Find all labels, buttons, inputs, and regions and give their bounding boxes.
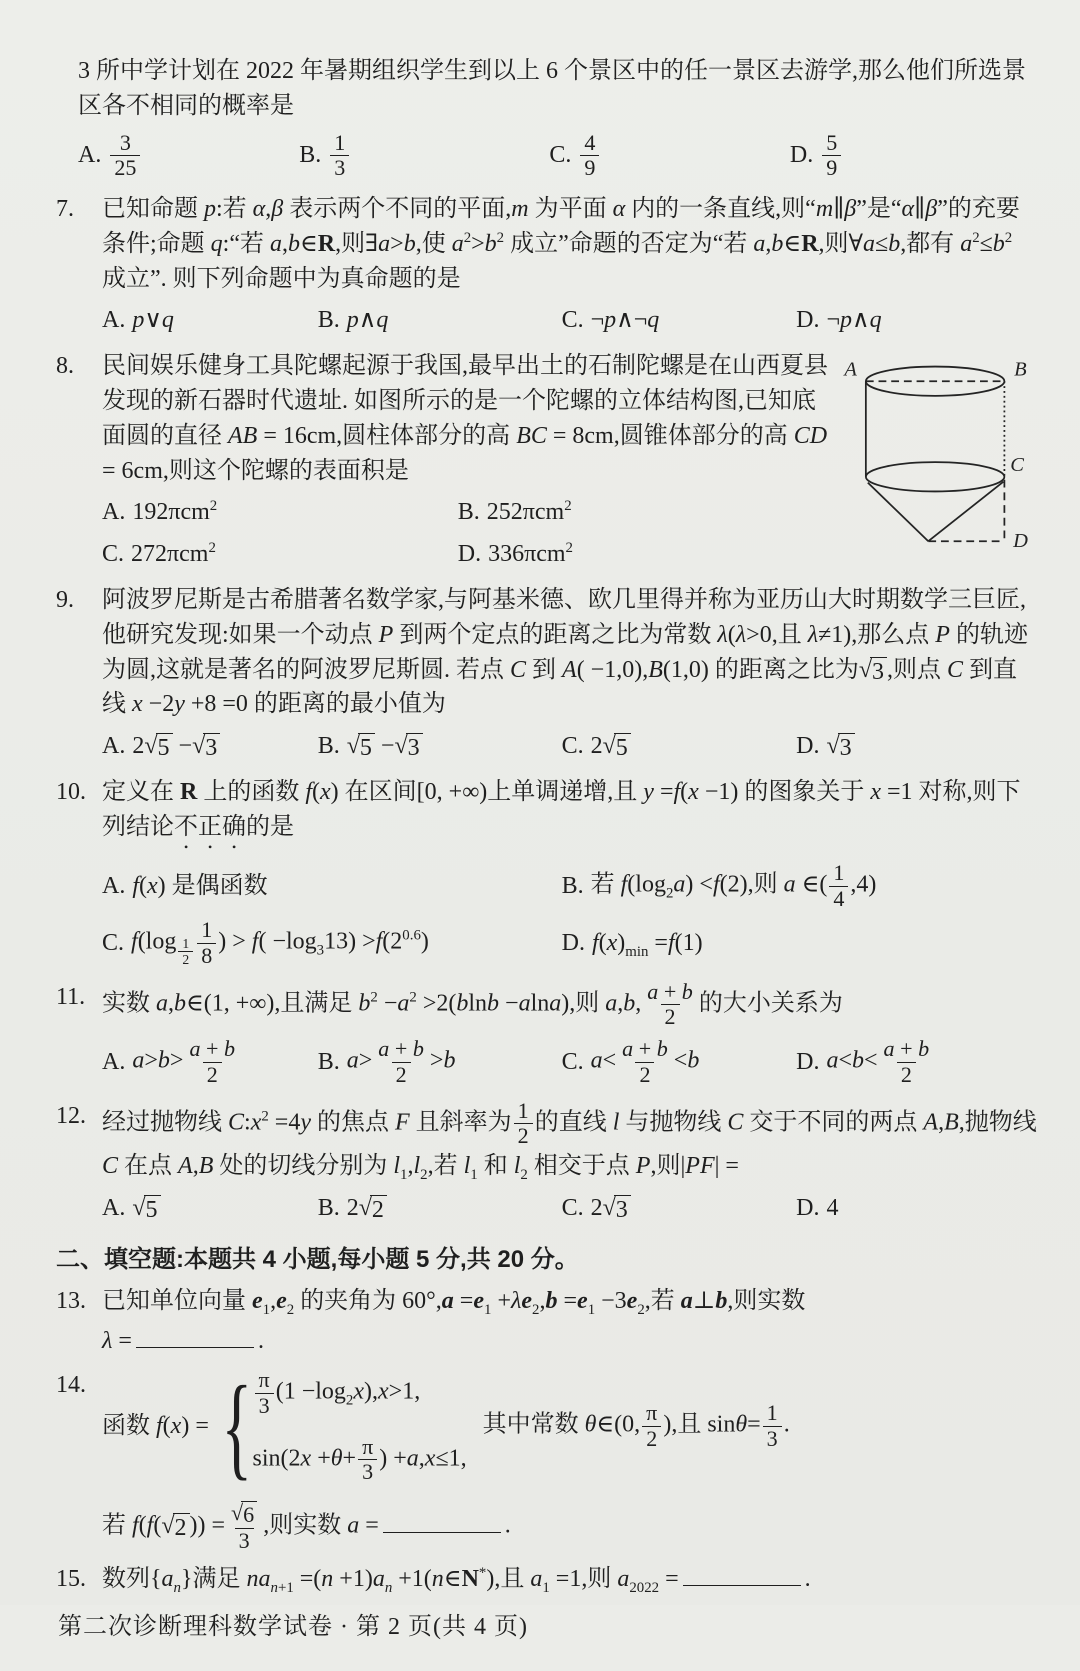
- option-b: [318, 303, 562, 338]
- function-intro: 函数 f(x) =: [102, 1413, 209, 1440]
- option-a: [102, 869, 562, 904]
- option-math: 若 $f(\log_2a) <f(2)$,则 a ∈( $\frac{1}{4}$ ,4): [590, 859, 877, 911]
- question-text: 已知命题 p:若 α,β 表示两个不同的平面,m 为平面 α 内的一条直线,则“m∥β”是“α∥β”的充要条件;命题 q:“若 a,b∈R,则∃a>b,使 $a^2>b^2$ 成立”命题的否定为“若 a,b∈R,则∀a≤b,都有 $a^2\le b^2$ 成立”. 则下列命题中为真命题的是: [102, 196, 1020, 292]
- option-label: D.: [796, 307, 820, 334]
- options-row: [102, 537, 828, 572]
- spinning-top-figure: [842, 349, 1038, 549]
- fill-in-blank: [136, 1326, 254, 1349]
- option-math: 192πcm$^2$: [132, 498, 218, 526]
- question-text: 定义在 R 上的函数 f(x) 在区间[0, +∞)上单调递增,且 y =f(x −1) 的图象关于 x =1 对称,则下列结论不正确的是: [102, 778, 1021, 840]
- figure-label-d: D: [1013, 530, 1028, 550]
- options-row: [102, 918, 1040, 968]
- condition-text: 其中常数 θ∈(0, $\frac{\pi}{2}$ ),且 sinθ= $\frac{1}{3}$ .: [482, 1400, 790, 1452]
- option-math: $\frac{1}{3}$: [328, 131, 351, 181]
- option-label: B.: [561, 872, 584, 899]
- fill-in-blank: [383, 1510, 501, 1533]
- option-math: ¬p∧q: [826, 307, 882, 334]
- figure-label-a: A: [844, 358, 857, 381]
- option-d: [796, 1191, 1040, 1226]
- question-7: [56, 192, 1040, 340]
- option-d: [796, 729, 1040, 764]
- question-number: 10.: [56, 778, 86, 805]
- option-math: 2 √ 3: [591, 1191, 631, 1226]
- option-d: [790, 131, 1040, 181]
- option-math: ¬p∧¬q: [590, 307, 660, 334]
- piecewise-function-row: [102, 1362, 1040, 1491]
- option-math: $f(x)_{min} =f(1)$: [591, 930, 703, 960]
- option-b: [562, 861, 1040, 911]
- figure-label-c: C: [1010, 454, 1024, 477]
- option-label: C.: [102, 541, 125, 568]
- option-b: [458, 495, 828, 530]
- option-math: p∨q: [132, 307, 174, 334]
- option-c: [549, 131, 790, 181]
- option-math: 2 √ 2: [347, 1191, 387, 1226]
- option-label: A.: [102, 499, 126, 526]
- question-number: 13.: [56, 1287, 86, 1314]
- option-label: C.: [549, 142, 572, 169]
- option-b: [318, 729, 562, 764]
- question-text: 经过抛物线 $C:x^2 =4y$ 的焦点 F 且斜率为 $\frac{1}{2}$ 的直线 l 与抛物线 C 交于不同的两点 A,B,抛物线 C 在点 A,B 处的切线分别为 $l_1,l_2$,若 $l_1$ 和 $l_2$ 相交于点 P,则|PF| =: [102, 1097, 1037, 1183]
- option-math: 272πcm$^2$: [131, 540, 216, 568]
- option-label: D.: [789, 142, 814, 169]
- options-row: [102, 729, 1040, 764]
- options-row: [102, 1191, 1040, 1226]
- option-b: [299, 131, 549, 181]
- options-row: [102, 861, 1040, 911]
- question-text: 3 所中学计划在 2022 年暑期组织学生到以上 6 个景区中的任一景区去游学,那么他们所选景区各不相同的概率是: [78, 58, 1026, 119]
- page-footer: 第二次诊断理科数学试卷 · 第 2 页(共 4 页): [58, 1614, 528, 1641]
- question-number: 8.: [56, 353, 74, 380]
- options-row: [78, 131, 1040, 181]
- option-d: [796, 303, 1040, 338]
- question-number: 12.: [56, 1102, 86, 1129]
- option-label: D.: [457, 541, 482, 568]
- question-6-continued: [56, 54, 1040, 183]
- option-math: a<b< $\frac{a + b}{2}$: [826, 1036, 930, 1087]
- option-math: √ 3: [826, 729, 854, 764]
- option-label: D.: [796, 733, 820, 760]
- options-row: [102, 303, 1040, 338]
- option-label: B.: [317, 733, 340, 760]
- question-9: [56, 583, 1040, 766]
- question-text: 已知单位向量 $e_1,e_2$ 的夹角为 $60^\circ,a =e_1 +\lambda e_2,b =e_1 -3e_2$,若 a⊥b,则实数: [102, 1287, 806, 1318]
- option-b: [318, 1037, 562, 1087]
- option-a: [102, 729, 318, 764]
- option-label: C.: [561, 1048, 584, 1075]
- option-a: [78, 131, 299, 181]
- question-number: [56, 54, 78, 183]
- piecewise-cases: { $\frac{\pi}{3}$ $(1 -\log_2x),x>1$, sin(2x +θ+ $\frac{\pi}{3}$ ) +a,x≤1,: [221, 1362, 467, 1491]
- question-text: 民间娱乐健身工具陀螺起源于我国,最早出土的石制陀螺是在山西夏县发现的新石器时代遗址. 如图所示的是一个陀螺的立体结构图,已知底面圆的直径 AB = 16cm,圆柱体部分的高 BC = 8cm,圆锥体部分的高 CD = 6cm,则这个陀螺的表面积是: [102, 353, 828, 484]
- option-math: p∧q: [346, 307, 389, 334]
- question-blank-line: 若 f(f( √ 2 )) = √ 6 3 ,则实数 a = .: [102, 1500, 511, 1553]
- question-12: [56, 1099, 1040, 1228]
- option-math: 4: [826, 1194, 839, 1221]
- option-c: [562, 729, 797, 764]
- option-math: $\frac{5}{9}$: [820, 131, 843, 181]
- question-number: 14.: [56, 1372, 86, 1399]
- question-13: [56, 1284, 1040, 1360]
- option-b: [318, 1191, 562, 1226]
- question-text: 阿波罗尼斯是古希腊著名数学家,与阿基米德、欧几里得并称为亚历山大时期数学三巨匠,他研究发现:如果一个动点 P 到两个定点的距离之比为常数 λ(λ>0,且 λ≠1),那么点 P 的轨迹为圆,这就是著名的阿波罗尼斯圆. 若点 C 到 A( −1,0),B(1,0) 的距离之比为 √ 3 ,则点 C 到直线 x −2y +8 =0 的距离的最小值为: [102, 587, 1028, 718]
- question-number: 15.: [56, 1566, 86, 1593]
- option-math: $\frac{4}{9}$: [578, 131, 601, 181]
- option-math: a< $\frac{a + b}{2}$ <b: [590, 1036, 700, 1087]
- option-label: C.: [561, 1194, 584, 1221]
- option-math: √ 5 − √ 3: [347, 729, 423, 764]
- option-c: [102, 918, 562, 968]
- option-label: B.: [299, 142, 322, 169]
- option-a: [102, 303, 318, 338]
- question-number: 7.: [56, 196, 74, 223]
- option-label: C.: [102, 930, 125, 957]
- option-d: [562, 926, 1040, 961]
- question-8: [56, 349, 1040, 574]
- option-math: 2 √ 5: [591, 729, 631, 764]
- option-math: a>b> $\frac{a + b}{2}$: [132, 1036, 236, 1087]
- option-math: f(x) 是偶函数: [132, 872, 268, 899]
- question-text: 数列$\{a_n\}$满足 $na_{n+1} =(n +1)a_n$ +1(n∈N*),且 $a_1 =1$,则 $a_{2022}$ = .: [102, 1565, 811, 1597]
- option-a: [102, 1037, 318, 1087]
- option-math: 2 √ 5 − √ 3: [132, 729, 220, 764]
- option-label: A.: [102, 307, 126, 334]
- option-label: B.: [317, 307, 340, 334]
- option-math: $\frac{3}{25}$: [108, 131, 142, 181]
- question-14: [56, 1362, 1040, 1553]
- question-number: 9.: [56, 587, 74, 613]
- question-text: 实数 a,b∈(1, +∞),且满足 $b^2 -a^2 >2(blnb -alna)$,则 a,b, $\frac{a + b}{2}$ 的大小关系为: [102, 978, 843, 1030]
- question-10: [56, 775, 1040, 971]
- option-label: B.: [457, 499, 480, 526]
- option-c: [102, 537, 458, 572]
- option-math: √ 5: [132, 1191, 160, 1226]
- option-a: [102, 1191, 318, 1226]
- section-2-header: 二、填空题:本题共 4 小题,每小题 5 分,共 20 分。: [56, 1245, 579, 1273]
- option-math: 252πcm$^2$: [486, 498, 572, 526]
- option-label: A.: [78, 142, 102, 169]
- option-math: a> $\frac{a + b}{2}$ >b: [346, 1036, 456, 1087]
- question-number: 11.: [56, 983, 86, 1010]
- question-blank-line: λ = .: [102, 1324, 1040, 1359]
- option-d: [796, 1037, 1040, 1087]
- option-label: D.: [561, 930, 585, 957]
- option-label: A.: [102, 1048, 126, 1075]
- option-label: A.: [102, 872, 126, 899]
- option-label: C.: [561, 733, 584, 760]
- options-row: [102, 495, 828, 530]
- option-c: [562, 1191, 797, 1226]
- option-label: B.: [317, 1048, 340, 1075]
- option-math: f(log $_{\frac{1}{2}}$ $\frac{1}{8}$ ) > $f( -\log_313) >f(2^{0.6})$: [131, 917, 429, 968]
- option-d: [458, 537, 828, 572]
- option-c: [562, 1037, 797, 1087]
- fill-in-blank: [683, 1564, 801, 1587]
- question-15: [56, 1562, 1040, 1597]
- option-label: A.: [102, 1194, 126, 1221]
- question-11: [56, 980, 1040, 1090]
- option-label: C.: [561, 307, 584, 334]
- option-label: B.: [317, 1194, 340, 1221]
- option-label: A.: [102, 733, 126, 760]
- option-c: [562, 303, 797, 338]
- option-a: [102, 495, 458, 530]
- option-label: D.: [796, 1048, 820, 1075]
- options-row: [102, 1037, 1040, 1087]
- option-math: 336πcm$^2$: [488, 540, 573, 568]
- figure-label-b: B: [1014, 358, 1027, 381]
- option-label: D.: [796, 1194, 820, 1221]
